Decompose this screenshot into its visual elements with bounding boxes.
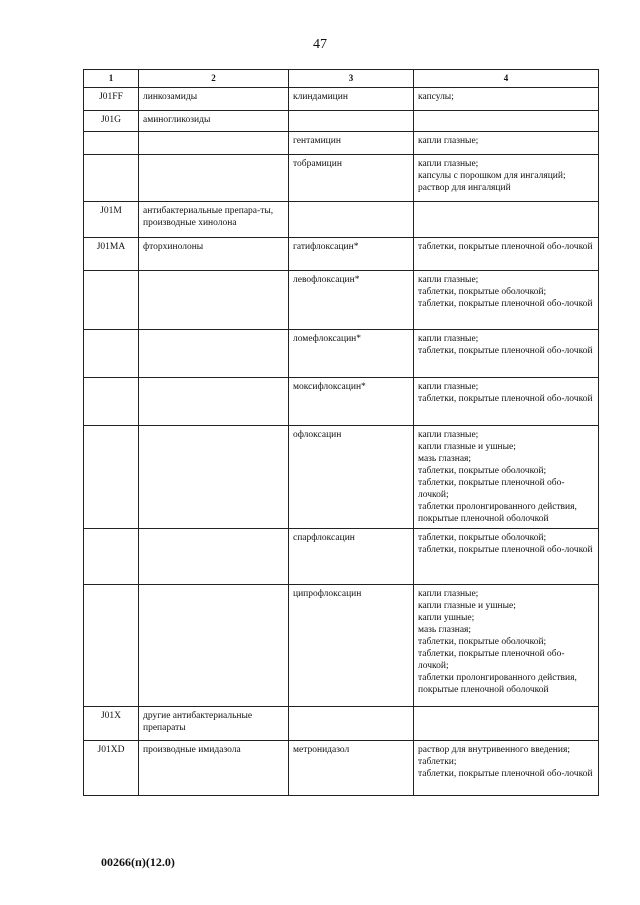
atc-code-cell	[84, 271, 139, 330]
dosage-forms-cell	[414, 238, 599, 271]
group-name-cell	[139, 378, 289, 426]
column-header-2: 2	[139, 70, 289, 88]
dosage-form-line: раствор для внутривенного введения;	[418, 745, 570, 755]
drug-name-cell: спарфлоксацин	[289, 529, 414, 585]
dosage-forms-cell	[414, 111, 599, 132]
atc-code-cell	[84, 426, 139, 529]
dosage-form-line: капли глазные;	[418, 136, 479, 146]
table-row	[84, 132, 599, 155]
dosage-form-line: капли глазные;	[418, 589, 479, 599]
table-row	[84, 238, 599, 271]
drug-name-cell: левофлоксацин*	[289, 271, 414, 330]
dosage-form-line: таблетки, покрытые пленочной обо-лочкой	[418, 394, 593, 404]
dosage-forms-cell	[414, 330, 599, 378]
dosage-form-line: капли глазные и ушные;	[418, 601, 516, 611]
column-header-3: 3	[289, 70, 414, 88]
atc-code-cell: J01XD	[84, 741, 139, 796]
table-row	[84, 426, 599, 529]
group-name-cell	[139, 330, 289, 378]
atc-code-cell: J01G	[84, 111, 139, 132]
table-row	[84, 529, 599, 585]
dosage-form-line: мазь глазная;	[418, 454, 472, 464]
table-row	[84, 111, 599, 132]
dosage-form-line: таблетки, покрытые оболочкой;	[418, 466, 547, 476]
dosage-form-line: таблетки, покрытые пленочной обо-лочкой	[418, 545, 593, 555]
drug-name-cell	[289, 707, 414, 741]
drug-name-cell: офлоксацин	[289, 426, 414, 529]
dosage-form-line: капли ушные;	[418, 613, 475, 623]
table-row	[84, 741, 599, 796]
group-name-cell	[139, 529, 289, 585]
dosage-form-line: таблетки, покрытые оболочкой;	[418, 637, 547, 647]
group-name-cell: аминогликозиды	[139, 111, 289, 132]
dosage-form-line: капли глазные;	[418, 382, 479, 392]
dosage-form-line: мазь глазная;	[418, 625, 472, 635]
atc-code-cell	[84, 330, 139, 378]
dosage-form-line: капли глазные;	[418, 430, 479, 440]
group-name-cell	[139, 132, 289, 155]
column-header-4: 4	[414, 70, 599, 88]
atc-code-cell	[84, 132, 139, 155]
column-header-1: 1	[84, 70, 139, 88]
dosage-forms-cell	[414, 529, 599, 585]
dosage-forms-cell	[414, 585, 599, 707]
drug-name-cell: ципрофлоксацин	[289, 585, 414, 707]
drug-name-cell: моксифлоксацин*	[289, 378, 414, 426]
dosage-form-line: капли глазные и ушные;	[418, 442, 516, 452]
dosage-form-line: таблетки, покрытые пленочной обо-лочкой	[418, 346, 593, 356]
atc-code-cell: J01M	[84, 202, 139, 238]
group-name-cell	[139, 155, 289, 202]
drug-table	[83, 69, 599, 796]
dosage-form-line: раствор для ингаляций	[418, 183, 511, 193]
dosage-form-line: таблетки, покрытые пленочной обо-лочкой;	[418, 649, 565, 671]
group-name-cell	[139, 271, 289, 330]
drug-name-cell: метронидазол	[289, 741, 414, 796]
dosage-form-line: капсулы с порошком для ингаляций;	[418, 171, 566, 181]
dosage-form-line: таблетки, покрытые пленочной обо-лочкой	[418, 242, 593, 252]
dosage-form-line: таблетки;	[418, 757, 457, 767]
table-row	[84, 378, 599, 426]
table-row	[84, 88, 599, 111]
table-row	[84, 271, 599, 330]
group-name-cell: другие антибактериальные препараты	[139, 707, 289, 741]
dosage-form-line: капли глазные;	[418, 159, 479, 169]
table-header-row	[84, 70, 599, 88]
group-name-cell: линкозамиды	[139, 88, 289, 111]
dosage-form-line: таблетки, покрытые оболочкой;	[418, 287, 547, 297]
drug-name-cell: тобрамицин	[289, 155, 414, 202]
atc-code-cell: J01FF	[84, 88, 139, 111]
table-row	[84, 707, 599, 741]
atc-code-cell: J01MA	[84, 238, 139, 271]
drug-name-cell	[289, 111, 414, 132]
page-number: 47	[313, 37, 327, 52]
dosage-form-line: таблетки пролонгированного действия, покрытые пленочной оболочкой	[418, 673, 577, 695]
document-code: 00266(п)(12.0)	[101, 855, 175, 869]
dosage-form-line: таблетки пролонгированного действия, покрытые пленочной оболочкой	[418, 502, 577, 524]
drug-name-cell	[289, 202, 414, 238]
dosage-forms-cell	[414, 426, 599, 529]
dosage-form-line: капли глазные;	[418, 334, 479, 344]
table-row	[84, 155, 599, 202]
drug-name-cell: гентамицин	[289, 132, 414, 155]
group-name-cell	[139, 585, 289, 707]
dosage-forms-cell	[414, 155, 599, 202]
dosage-forms-cell	[414, 707, 599, 741]
dosage-forms-cell	[414, 88, 599, 111]
dosage-forms-cell	[414, 741, 599, 796]
dosage-form-line: таблетки, покрытые пленочной обо-лочкой	[418, 299, 593, 309]
dosage-form-line: таблетки, покрытые оболочкой;	[418, 533, 547, 543]
table-row	[84, 202, 599, 238]
group-name-cell: антибактериальные препара-ты, производные хинолона	[139, 202, 289, 238]
table-row	[84, 585, 599, 707]
dosage-form-line: капли глазные;	[418, 275, 479, 285]
dosage-form-line: таблетки, покрытые пленочной обо-лочкой	[418, 769, 593, 779]
table-row	[84, 330, 599, 378]
atc-code-cell	[84, 155, 139, 202]
atc-code-cell: J01X	[84, 707, 139, 741]
atc-code-cell	[84, 585, 139, 707]
dosage-forms-cell	[414, 378, 599, 426]
group-name-cell: фторхинолоны	[139, 238, 289, 271]
dosage-form-line: таблетки, покрытые пленочной обо-лочкой;	[418, 478, 565, 500]
table-body	[84, 88, 599, 796]
dosage-forms-cell	[414, 132, 599, 155]
group-name-cell: производные имидазола	[139, 741, 289, 796]
dosage-forms-cell	[414, 271, 599, 330]
drug-name-cell: клиндамицин	[289, 88, 414, 111]
dosage-form-line: капсулы;	[418, 92, 454, 102]
group-name-cell	[139, 426, 289, 529]
drug-name-cell: гатифлоксацин*	[289, 238, 414, 271]
atc-code-cell	[84, 378, 139, 426]
dosage-forms-cell	[414, 202, 599, 238]
atc-code-cell	[84, 529, 139, 585]
drug-name-cell: ломефлоксацин*	[289, 330, 414, 378]
